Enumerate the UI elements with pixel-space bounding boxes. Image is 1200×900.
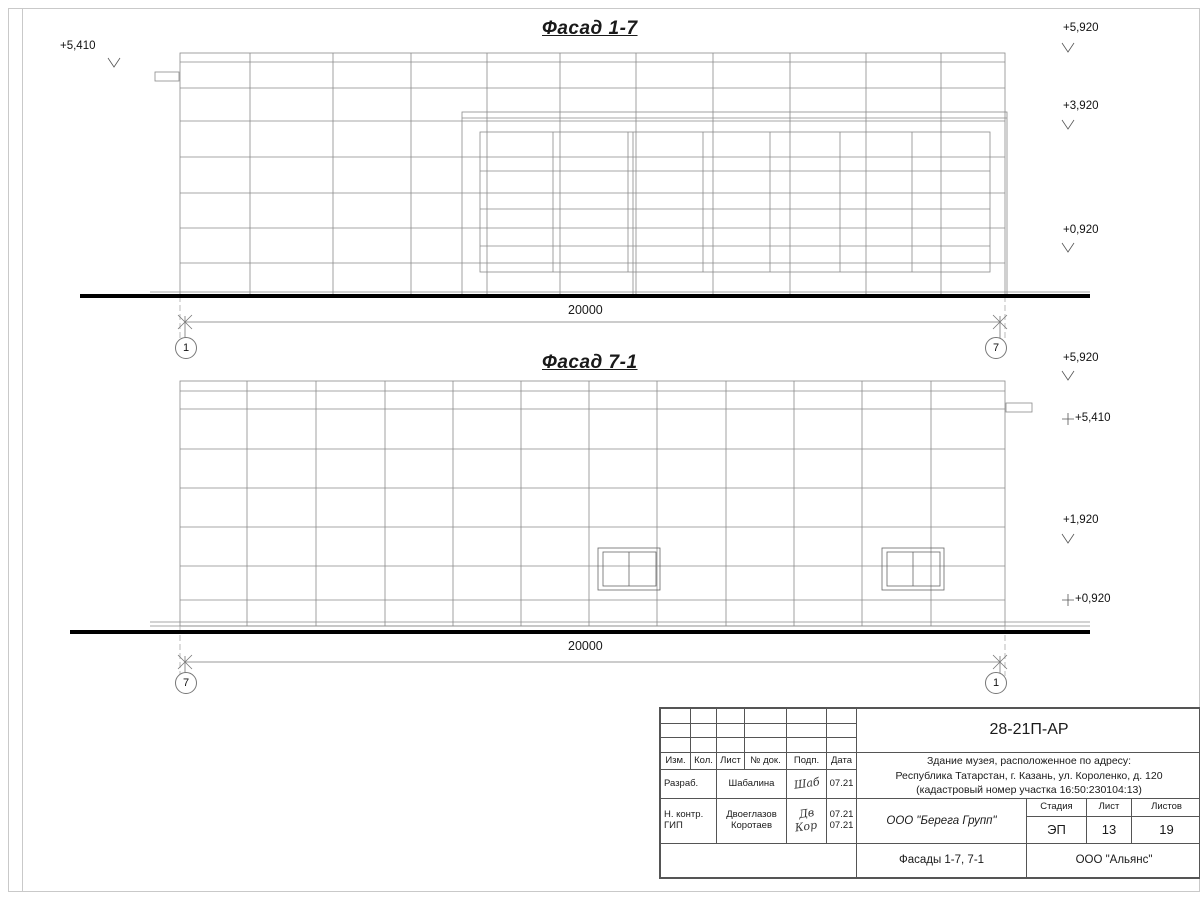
level-right-5410: +5,410: [1075, 412, 1111, 424]
dimension-facade-1-7: 20000: [568, 303, 603, 317]
axis-marker-7-bottom: 7: [175, 672, 197, 694]
stamp-empty-cell: [661, 738, 691, 753]
stamp-empty-cell: [717, 738, 745, 753]
stamp-empty-cell: [827, 709, 857, 724]
date-gip: 07.21: [829, 820, 854, 832]
stamp-col-kol: Кол.: [691, 753, 717, 770]
level-right-5920-bottom: +5,920: [1063, 352, 1099, 364]
stamp-name-developer: Шабалина: [717, 769, 787, 798]
name-gip: Коротаев: [730, 820, 773, 832]
stamp-name-controller: [717, 799, 787, 844]
stamp-object-description: [857, 753, 1200, 799]
stamp-date-developer: 07.21: [827, 769, 857, 798]
stamp-lists-value: 19: [1132, 816, 1200, 843]
facade-1-7-title: Фасад 1-7: [542, 18, 638, 39]
axis-marker-7-top: 7: [985, 337, 1007, 359]
facade-7-1-title: Фасад 7-1: [542, 352, 638, 373]
stamp-empty-cell: [787, 723, 827, 738]
stamp-empty-cell: [745, 738, 787, 753]
stamp-list-value: 13: [1087, 816, 1132, 843]
stamp-signature-developer: [787, 769, 827, 798]
object-line-3: (кадастровый номер участка 16:50:230104:13): [916, 783, 1142, 796]
stamp-designer-company: ООО "Берега Групп": [857, 799, 1027, 844]
stamp-role-developer: Разраб.: [661, 769, 717, 798]
dimension-facade-7-1: 20000: [568, 639, 603, 653]
stamp-empty-cell: [691, 723, 717, 738]
ground-line-facade-7-1: [70, 630, 1090, 634]
ground-line-facade-1-7: [80, 294, 1090, 298]
date-ncontr: 07.21: [829, 809, 854, 821]
stamp-role-controller: [661, 799, 717, 844]
axis-marker-1-bottom: 1: [985, 672, 1007, 694]
stamp-empty-cell: [787, 709, 827, 724]
signature-glyph: Дв: [797, 806, 815, 822]
signature-glyph: Шаб: [792, 774, 821, 792]
stamp-col-izm: Изм.: [661, 753, 691, 770]
stamp-col-podp: Подп.: [787, 753, 827, 770]
stamp-header-lists: Листов: [1132, 799, 1200, 817]
level-right-1920: +1,920: [1063, 514, 1099, 526]
stamp-date-controller: [827, 799, 857, 844]
stamp-empty-cell: [691, 738, 717, 753]
stamp-sheet-title: Фасады 1-7, 7-1: [857, 844, 1027, 878]
stamp-empty-cell: [827, 723, 857, 738]
stamp-empty-cell: [661, 723, 691, 738]
level-right-0920-top: +0,920: [1063, 224, 1099, 236]
stamp-empty-cell: [717, 723, 745, 738]
stamp-bottom-empty: [661, 844, 857, 878]
stamp-organization: ООО "Альянс": [1027, 844, 1200, 878]
role-gip: ГИП: [664, 820, 683, 832]
stamp-empty-cell: [691, 709, 717, 724]
role-ncontr: Н. контр.: [664, 809, 704, 821]
level-left-5410: +5,410: [60, 40, 96, 52]
stamp-col-list: Лист: [717, 753, 745, 770]
level-right-5920-top: +5,920: [1063, 22, 1099, 34]
stamp-empty-cell: [745, 709, 787, 724]
stamp-header-list: Лист: [1087, 799, 1132, 817]
title-block: [659, 707, 1200, 879]
object-line-2: Республика Татарстан, г. Казань, ул. Короленко, д. 120: [895, 769, 1163, 782]
stamp-empty-cell: [745, 723, 787, 738]
stamp-empty-cell: [827, 738, 857, 753]
stamp-empty-cell: [717, 709, 745, 724]
stamp-header-stage: Стадия: [1027, 799, 1087, 817]
level-right-0920-bottom: +0,920: [1075, 593, 1111, 605]
axis-marker-1-top: 1: [175, 337, 197, 359]
stamp-signature-controller: [787, 799, 827, 844]
level-right-3920: +3,920: [1063, 100, 1099, 112]
signature-glyph: Кор: [794, 818, 819, 835]
stamp-document-code: 28-21П-АР: [857, 709, 1200, 753]
object-line-1: Здание музея, расположенное по адресу:: [926, 755, 1132, 768]
stamp-empty-cell: [787, 738, 827, 753]
stamp-col-ndok: № док.: [745, 753, 787, 770]
stamp-stage-value: ЭП: [1027, 816, 1087, 843]
name-ncontr: Двоеглазов: [726, 809, 777, 821]
stamp-col-data: Дата: [827, 753, 857, 770]
stamp-empty-cell: [661, 709, 691, 724]
